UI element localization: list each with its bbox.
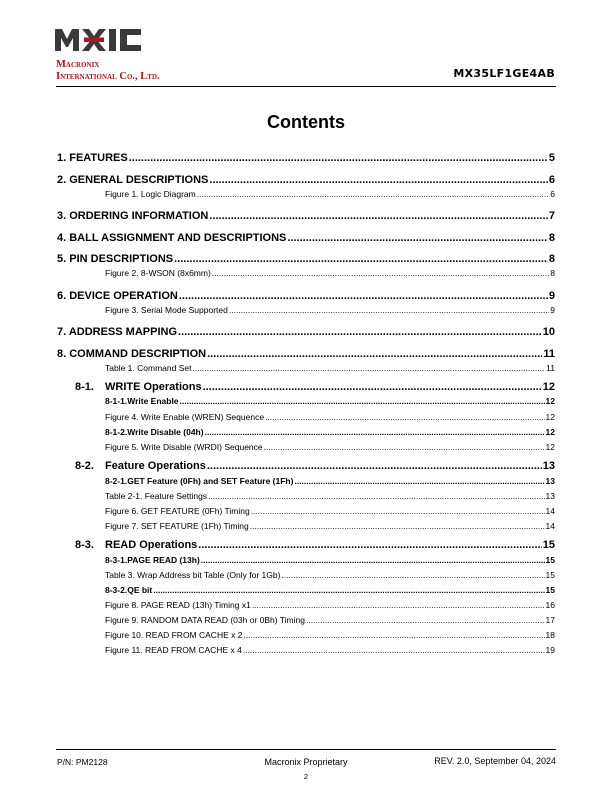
toc-leader-dots — [207, 460, 542, 472]
toc-entry[interactable] — [57, 174, 555, 186]
toc-entry[interactable] — [57, 645, 555, 655]
toc-entry-title: Table 1. Command Set — [105, 363, 192, 373]
toc-entry[interactable] — [57, 491, 555, 501]
toc-entry-title: Figure 11. READ FROM CACHE x 4 — [105, 645, 242, 655]
toc-section-number: 8-1. — [75, 381, 94, 393]
toc-entry[interactable] — [57, 442, 555, 452]
toc-page-number: 12 — [545, 412, 555, 422]
toc-entry-title: 3. ORDERING INFORMATION — [57, 210, 209, 222]
toc-leader-dots — [243, 630, 544, 640]
toc-leader-dots — [192, 363, 545, 373]
toc-entry[interactable] — [57, 630, 555, 640]
toc-entry[interactable] — [57, 427, 555, 437]
toc-entry-title: 8-3. READ Operations — [75, 539, 198, 551]
toc-page-number: 12 — [545, 427, 555, 437]
toc-entry-title: 8-1-1.Write Enable — [105, 396, 179, 406]
page-title: Contents — [267, 112, 345, 132]
toc-entry-title: 8-3-1.PAGE READ (13h) — [105, 555, 200, 565]
header-rule — [56, 86, 556, 87]
toc-entry[interactable] — [57, 290, 555, 302]
toc-entry[interactable] — [57, 348, 555, 360]
toc-entry-title: Figure 8. PAGE READ (13h) Timing x1 — [105, 600, 251, 610]
toc-leader-dots — [209, 174, 547, 186]
toc-page-number: 8 — [548, 253, 555, 265]
toc-page-number: 5 — [548, 152, 555, 164]
toc-leader-dots — [229, 305, 549, 315]
toc-page-number: 9 — [550, 305, 555, 315]
toc-entry[interactable] — [57, 232, 555, 244]
toc-entry-title: Figure 3. Serial Mode Supported — [105, 305, 228, 315]
toc-leader-dots — [264, 442, 545, 452]
toc-entry[interactable] — [57, 189, 555, 199]
toc-entry-title: 7. ADDRESS MAPPING — [57, 326, 178, 338]
toc-entry-title: 2. GENERAL DESCRIPTIONS — [57, 174, 209, 186]
toc-page-number: 8 — [548, 232, 555, 244]
toc-leader-dots — [129, 152, 548, 164]
toc-entry[interactable] — [57, 412, 555, 422]
toc-entry-title: 8. COMMAND DESCRIPTION — [57, 348, 207, 360]
toc-leader-dots — [287, 232, 547, 244]
toc-leader-dots — [197, 189, 550, 199]
toc-entry-title: 8-2-1.GET Feature (0Fh) and SET Feature (1Fh) — [105, 476, 294, 486]
toc-page-number: 12 — [545, 396, 555, 406]
toc-entry-title: Figure 9. RANDOM DATA READ (03h or 0Bh) Timing — [105, 615, 305, 625]
toc-leader-dots — [212, 268, 549, 278]
toc-leader-dots — [205, 427, 545, 437]
toc-leader-dots — [153, 585, 544, 595]
toc-page-number: 12 — [545, 442, 555, 452]
toc-leader-dots — [209, 210, 548, 222]
toc-leader-dots — [198, 539, 541, 551]
toc-entry-title: 1. FEATURES — [57, 152, 128, 164]
toc-entry[interactable] — [57, 152, 555, 164]
toc-page-number: 6 — [548, 174, 555, 186]
toc-page-number: 14 — [545, 506, 555, 516]
toc-leader-dots — [250, 521, 545, 531]
toc-entry[interactable] — [57, 570, 555, 580]
page-number: 2 — [303, 772, 309, 781]
toc-entry[interactable] — [57, 555, 555, 565]
toc-entry-title: 8-1. WRITE Operations — [75, 381, 202, 393]
toc-entry-title: 8-3-2.QE bit — [105, 585, 153, 595]
toc-page-number: 13 — [545, 476, 555, 486]
toc-entry-title: 4. BALL ASSIGNMENT AND DESCRIPTIONS — [57, 232, 287, 244]
toc-page-number: 13 — [545, 491, 555, 501]
toc-leader-dots — [180, 396, 545, 406]
toc-entry[interactable] — [57, 521, 555, 531]
company-line-1: Macronix — [56, 59, 100, 70]
toc-leader-dots — [306, 615, 545, 625]
toc-entry-title: Figure 10. READ FROM CACHE x 2 — [105, 630, 243, 640]
toc-entry[interactable] — [57, 210, 555, 222]
toc-leader-dots — [252, 600, 545, 610]
toc-leader-dots — [294, 476, 544, 486]
toc-entry[interactable] — [57, 460, 555, 472]
toc-entry-title: Figure 5. Write Disable (WRDI) Sequence — [105, 442, 263, 452]
toc-leader-dots — [203, 381, 542, 393]
toc-entry[interactable] — [57, 305, 555, 315]
toc-section-number: 8-2. — [75, 460, 94, 472]
toc-entry-title: Figure 7. SET FEATURE (1Fh) Timing — [105, 521, 249, 531]
toc-entry[interactable] — [57, 615, 555, 625]
toc-page-number: 12 — [542, 381, 555, 393]
toc-page-number: 15 — [545, 555, 555, 565]
footer-proprietary: Macronix Proprietary — [264, 757, 348, 767]
toc-entry-title: Table 3. Wrap Address bit Table (Only for 1Gb) — [105, 570, 281, 580]
toc-entry-title: 8-2. Feature Operations — [75, 460, 206, 472]
toc-leader-dots — [281, 570, 544, 580]
toc-entry-title: Figure 4. Write Enable (WREN) Sequence — [105, 412, 265, 422]
toc-entry-title: Table 2-1. Feature Settings — [105, 491, 208, 501]
toc-entry[interactable] — [57, 506, 555, 516]
toc-leader-dots — [243, 645, 545, 655]
toc-entry[interactable] — [57, 539, 555, 551]
toc-leader-dots — [179, 290, 548, 302]
footer-rule — [56, 749, 556, 750]
toc-entry-title: Figure 2. 8-WSON (8x6mm) — [105, 268, 211, 278]
company-name — [56, 59, 160, 83]
toc-page-number: 10 — [542, 326, 555, 338]
toc-entry-title: 6. DEVICE OPERATION — [57, 290, 178, 302]
toc-entry[interactable] — [57, 585, 555, 595]
toc-entry[interactable] — [57, 253, 555, 265]
toc-leader-dots — [174, 253, 548, 265]
toc-page-number: 13 — [542, 460, 555, 472]
toc-leader-dots — [178, 326, 542, 338]
toc-page-number: 14 — [545, 521, 555, 531]
revision-info: REV. 2.0, September 04, 2024 — [434, 756, 556, 766]
toc-leader-dots — [201, 555, 545, 565]
toc-leader-dots — [208, 491, 544, 501]
toc-entry-title: 5. PIN DESCRIPTIONS — [57, 253, 174, 265]
toc-page-number: 19 — [545, 645, 555, 655]
toc-entry[interactable] — [57, 363, 555, 373]
toc-entry[interactable] — [57, 268, 555, 278]
toc-page-number: 11 — [546, 363, 555, 373]
toc-page-number: 15 — [545, 585, 555, 595]
macronix-logo — [55, 26, 163, 57]
toc-page-number: 18 — [545, 630, 555, 640]
toc-entry[interactable] — [57, 600, 555, 610]
toc-page-number: 15 — [545, 570, 555, 580]
toc-section-number: 8-3. — [75, 539, 94, 551]
toc-leader-dots — [207, 348, 542, 360]
toc-page-number: 17 — [545, 615, 555, 625]
toc-page-number: 16 — [545, 600, 555, 610]
toc-leader-dots — [265, 412, 544, 422]
toc-page-number: 6 — [550, 189, 555, 199]
document-id: MX35LF1GE4AB — [453, 67, 555, 80]
toc-entry[interactable] — [57, 396, 555, 406]
toc-entry-title: Figure 1. Logic Diagram — [105, 189, 196, 199]
company-line-2: International Co., Ltd. — [56, 71, 160, 82]
toc-page-number: 7 — [548, 210, 555, 222]
toc-page-number: 8 — [550, 268, 555, 278]
toc-page-number: 15 — [542, 539, 555, 551]
toc-entry[interactable] — [57, 326, 555, 338]
toc-entry[interactable] — [57, 381, 555, 393]
toc-page-number: 9 — [548, 290, 555, 302]
toc-page-number: 11 — [543, 348, 555, 360]
part-number: P/N: PM2128 — [57, 757, 108, 767]
toc-entry[interactable] — [57, 476, 555, 486]
toc-leader-dots — [251, 506, 545, 516]
toc-entry-title: Figure 6. GET FEATURE (0Fh) Timing — [105, 506, 250, 516]
toc-entry-title: 8-1-2.Write Disable (04h) — [105, 427, 204, 437]
